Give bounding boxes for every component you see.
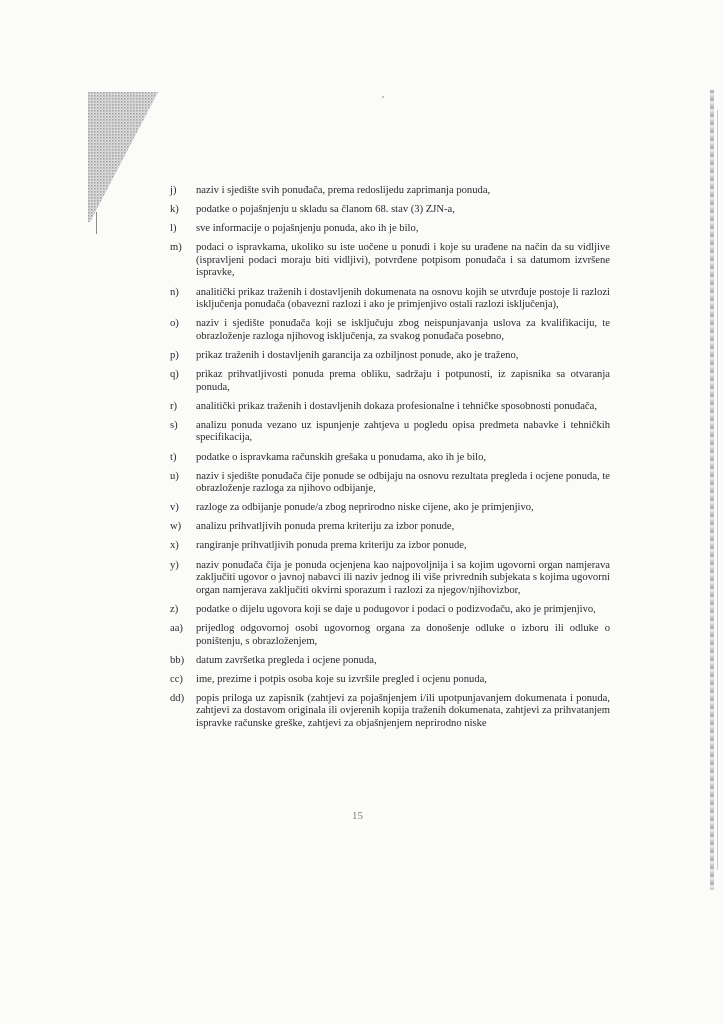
list-item bbox=[170, 223, 610, 236]
list-item-text: naziv i sjedište svih ponuđača, prema redoslijedu zaprimanja ponuda, bbox=[196, 185, 491, 196]
list-item bbox=[170, 655, 610, 668]
list-item-text: sve informacije o pojašnjenju ponuda, ako ih je bilo, bbox=[196, 223, 419, 235]
list-item-text: rangiranje prihvatljivih ponuda prema kriteriju za izbor ponude, bbox=[196, 540, 467, 552]
list-item-marker: w) bbox=[170, 521, 182, 533]
list-item bbox=[170, 287, 610, 312]
list-item-text: ime, prezime i potpis osoba koje su izvršile pregled i ocjenu ponuda, bbox=[196, 673, 487, 685]
list-item bbox=[170, 623, 610, 648]
scan-edge-right bbox=[710, 90, 714, 890]
list-item bbox=[170, 242, 610, 280]
list-item bbox=[170, 204, 610, 217]
list-item-marker: n) bbox=[170, 286, 179, 298]
list-item-marker: l) bbox=[170, 223, 177, 235]
list-item bbox=[170, 560, 610, 598]
list-item bbox=[170, 674, 610, 687]
list-item-marker: j) bbox=[170, 185, 177, 196]
list-item-text: podaci o ispravkama, ukoliko su iste uočene u ponudi i koje su urađene na način da su vidljive (ispravljeni podaci moraju biti vidljivi), potvrđene potpisom ponuđača i sa datumom izvršene ispravke, bbox=[196, 242, 610, 279]
list-item-marker: m) bbox=[170, 242, 182, 254]
list-item-marker: x) bbox=[170, 540, 179, 552]
list-item-text: podatke o pojašnjenju u skladu sa članom 68. stav (3) ZJN-a, bbox=[196, 204, 455, 216]
list-item-text: analitički prikaz traženih i dostavljenih dokaza profesionalne i tehničke sposobnosti ponuđača, bbox=[196, 400, 597, 412]
list-item bbox=[170, 401, 610, 414]
list-item bbox=[170, 452, 610, 465]
list-item-marker: t) bbox=[170, 451, 177, 463]
list-item-text: razloge za odbijanje ponude/a zbog neprirodno niske cijene, ako je primjenjivo, bbox=[196, 502, 534, 514]
list-item bbox=[170, 693, 610, 731]
list-item bbox=[170, 471, 610, 496]
list-item-marker: q) bbox=[170, 369, 179, 381]
list-item-text: popis priloga uz zapisnik (zahtjevi za pojašnjenjem i/ili upotpunjavanjem dokumenata i ponuda, zahtjevi za dostavom originala ili ovjerenih kopija traženih dokumenata, zahtjevi za prihvatanjem ispravke računske greške, zahtjevi za objašnjenjem neprirodno niske bbox=[196, 692, 610, 729]
list-item-text: prikaz traženih i dostavljenih garancija za ozbiljnost ponude, ako je traženo, bbox=[196, 349, 519, 361]
list-item-marker: aa) bbox=[170, 622, 183, 634]
list-item-marker: dd) bbox=[170, 692, 185, 704]
list-item-marker: k) bbox=[170, 204, 179, 216]
list-item-text: podatke o dijelu ugovora koji se daje u podugovor i podaci o podizvođaču, ako je primjenjivo, bbox=[196, 603, 596, 615]
requirements-list bbox=[170, 185, 610, 737]
list-item bbox=[170, 540, 610, 553]
list-item bbox=[170, 318, 610, 343]
list-item-marker: bb) bbox=[170, 654, 185, 666]
list-item-text: naziv i sjedište ponuđača koji se isključuju zbog neispunjavanja uslova za kvalifikaciju, te obrazloženje razloga njihovog isključenja, za svakog ponuđača posebno, bbox=[196, 318, 610, 342]
list-item-marker: r) bbox=[170, 400, 178, 412]
list-item-marker: o) bbox=[170, 318, 179, 330]
list-item-marker: s) bbox=[170, 419, 178, 431]
list-item-marker: v) bbox=[170, 502, 179, 514]
list-item-marker: u) bbox=[170, 470, 179, 482]
list-item-marker: p) bbox=[170, 349, 179, 361]
list-item-text: prijedlog odgovornoj osobi ugovornog organa za donošenje odluke o izboru ili odluke o poništenju, s obrazloženjem, bbox=[196, 622, 610, 647]
list-item bbox=[170, 502, 610, 515]
list-item-marker: y) bbox=[170, 559, 179, 571]
list-item bbox=[170, 369, 610, 394]
list-item-text: analizu prihvatljivih ponuda prema kriteriju za izbor ponude, bbox=[196, 521, 455, 533]
scan-edge-right-line bbox=[717, 110, 718, 870]
list-item-text: analitički prikaz traženih i dostavljenih dokumenata na osnovu kojih se utvrđuje postoje li razlozi isključenja ponuđača (obavezni razlozi i ako je primjenjivo ostali razlozi isključenja), bbox=[196, 286, 610, 311]
list-item-text: datum završetka pregleda i ocjene ponuda, bbox=[196, 654, 377, 666]
scan-shadow-corner bbox=[88, 92, 158, 222]
list-item-marker: z) bbox=[170, 603, 179, 615]
list-item bbox=[170, 350, 610, 363]
list-item-text: naziv ponuđača čija je ponuda ocjenjena kao najpovoljnija i sa kojim ugovorni organ namjerava zaključiti ugovor o javnoj nabavci ili naziv jednog ili više privrednih subjekata s kojima ugovorni organ namjerava zaključiti okvirni sporazum i razlozi za njegov/njihovizbor, bbox=[196, 559, 610, 596]
list-item-text: naziv i sjedište ponuđača čije ponude se odbijaju na osnovu rezultata pregleda i ocjene ponuda, te obrazloženje razloga za njihovo odbijanje, bbox=[196, 470, 610, 495]
list-item bbox=[170, 521, 610, 534]
scan-speck bbox=[382, 96, 384, 98]
list-item-marker: cc) bbox=[170, 673, 183, 685]
list-item bbox=[170, 185, 610, 198]
list-item bbox=[170, 604, 610, 617]
list-item bbox=[170, 420, 610, 445]
page-number: 15 bbox=[352, 810, 363, 822]
scan-margin-mark bbox=[96, 212, 97, 234]
list-item-text: podatke o ispravkama računskih grešaka u ponudama, ako ih je bilo, bbox=[196, 451, 487, 463]
list-item-text: prikaz prihvatljivosti ponuda prema obliku, sadržaju i potpunosti, iz zapisnika sa otvaranja ponuda, bbox=[196, 369, 610, 393]
list-item-text: analizu ponuda vezano uz ispunjenje zahtjeva u pogledu opisa predmeta nabavke i tehničkih specifikacija, bbox=[196, 419, 610, 444]
